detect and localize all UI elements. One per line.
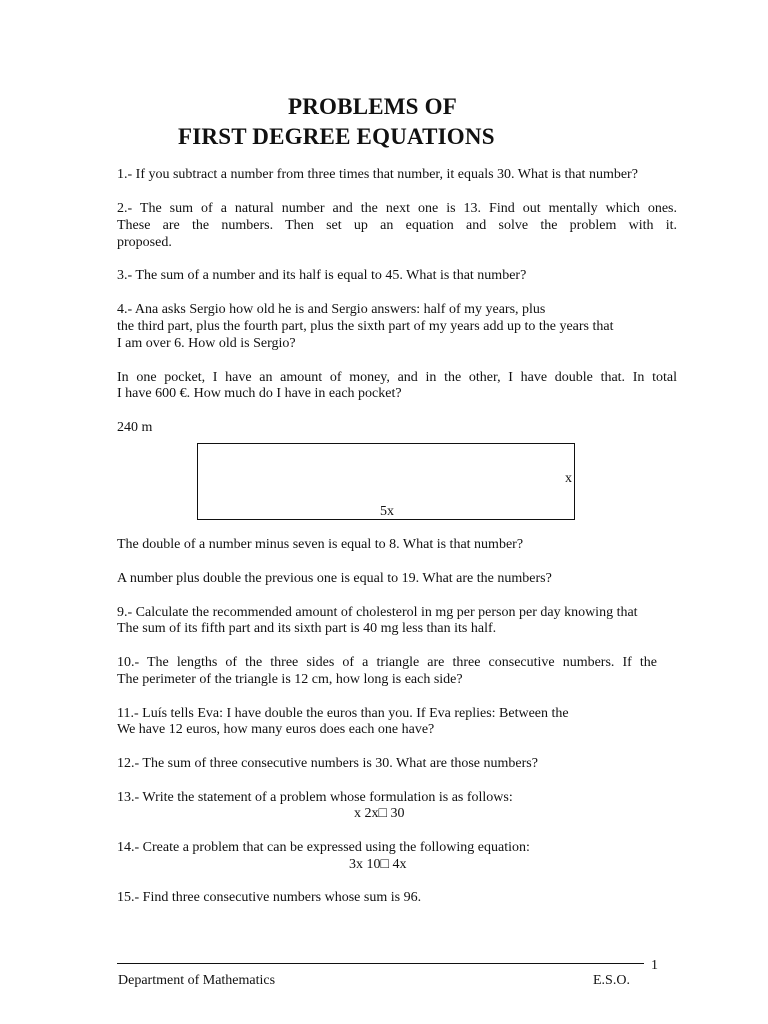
problem-9-line2: The sum of its fifth part and its sixth part is 40 mg less than its half. [117, 621, 497, 636]
problem-10-line2: The perimeter of the triangle is 12 cm, how long is each side? [117, 672, 463, 687]
perimeter-label: 240 m [117, 420, 153, 435]
problem-11-line1: 11.- Luís tells Eva: I have double the euros than you. If Eva replies: Between the [117, 706, 569, 721]
problem-5-line2: I have 600 €. How much do I have in each pocket? [117, 386, 402, 401]
problem-1: 1.- If you subtract a number from three times that number, it equals 30. What is that number? [117, 167, 638, 182]
problem-5-line1: In one pocket, I have an amount of money, and in the other, I have double that. In total [117, 370, 677, 385]
problem-2-line2: These are the numbers. Then set up an equation and solve the problem with it. [117, 218, 677, 233]
problem-4-line1: 4.- Ana asks Sergio how old he is and Sergio answers: half of my years, plus [117, 302, 546, 317]
problem-2-line3: proposed. [117, 235, 172, 250]
problem-3: 3.- The sum of a number and its half is equal to 45. What is that number? [117, 268, 527, 283]
footer-rule [117, 963, 644, 964]
problem-15: 15.- Find three consecutive numbers whose sum is 96. [117, 890, 422, 905]
rectangle-base-label: 5x [380, 504, 394, 519]
footer-level: E.S.O. [593, 973, 630, 988]
problem-14-line1: 14.- Create a problem that can be expressed using the following equation: [117, 840, 530, 855]
problem-4-line2: the third part, plus the fourth part, plus the sixth part of my years add up to the years that [117, 319, 614, 334]
problem-7: The double of a number minus seven is equal to 8. What is that number? [117, 537, 524, 552]
page-title-line2: FIRST DEGREE EQUATIONS [178, 124, 495, 149]
problem-9-line1: 9.- Calculate the recommended amount of cholesterol in mg per person per day knowing that [117, 605, 638, 620]
problem-13-line1: 13.- Write the statement of a problem whose formulation is as follows: [117, 790, 513, 805]
problem-2-line1: 2.- The sum of a natural number and the next one is 13. Find out mentally which ones. [117, 201, 677, 216]
page-number: 1 [651, 958, 658, 973]
problem-10-line1: 10.- The lengths of the three sides of a triangle are three consecutive numbers. If the [117, 655, 657, 670]
footer-department: Department of Mathematics [118, 973, 276, 988]
problem-13-equation: x 2x□ 30 [354, 806, 405, 821]
problem-8: A number plus double the previous one is equal to 19. What are the numbers? [117, 571, 552, 586]
problem-4-line3: I am over 6. How old is Sergio? [117, 336, 296, 351]
problem-12: 12.- The sum of three consecutive numbers is 30. What are those numbers? [117, 756, 538, 771]
problem-14-equation: 3x 10□ 4x [349, 857, 407, 872]
rectangle-side-label: x [565, 471, 572, 486]
page-title-line1: PROBLEMS OF [288, 94, 457, 119]
problem-11-line2: We have 12 euros, how many euros does each one have? [117, 722, 435, 737]
